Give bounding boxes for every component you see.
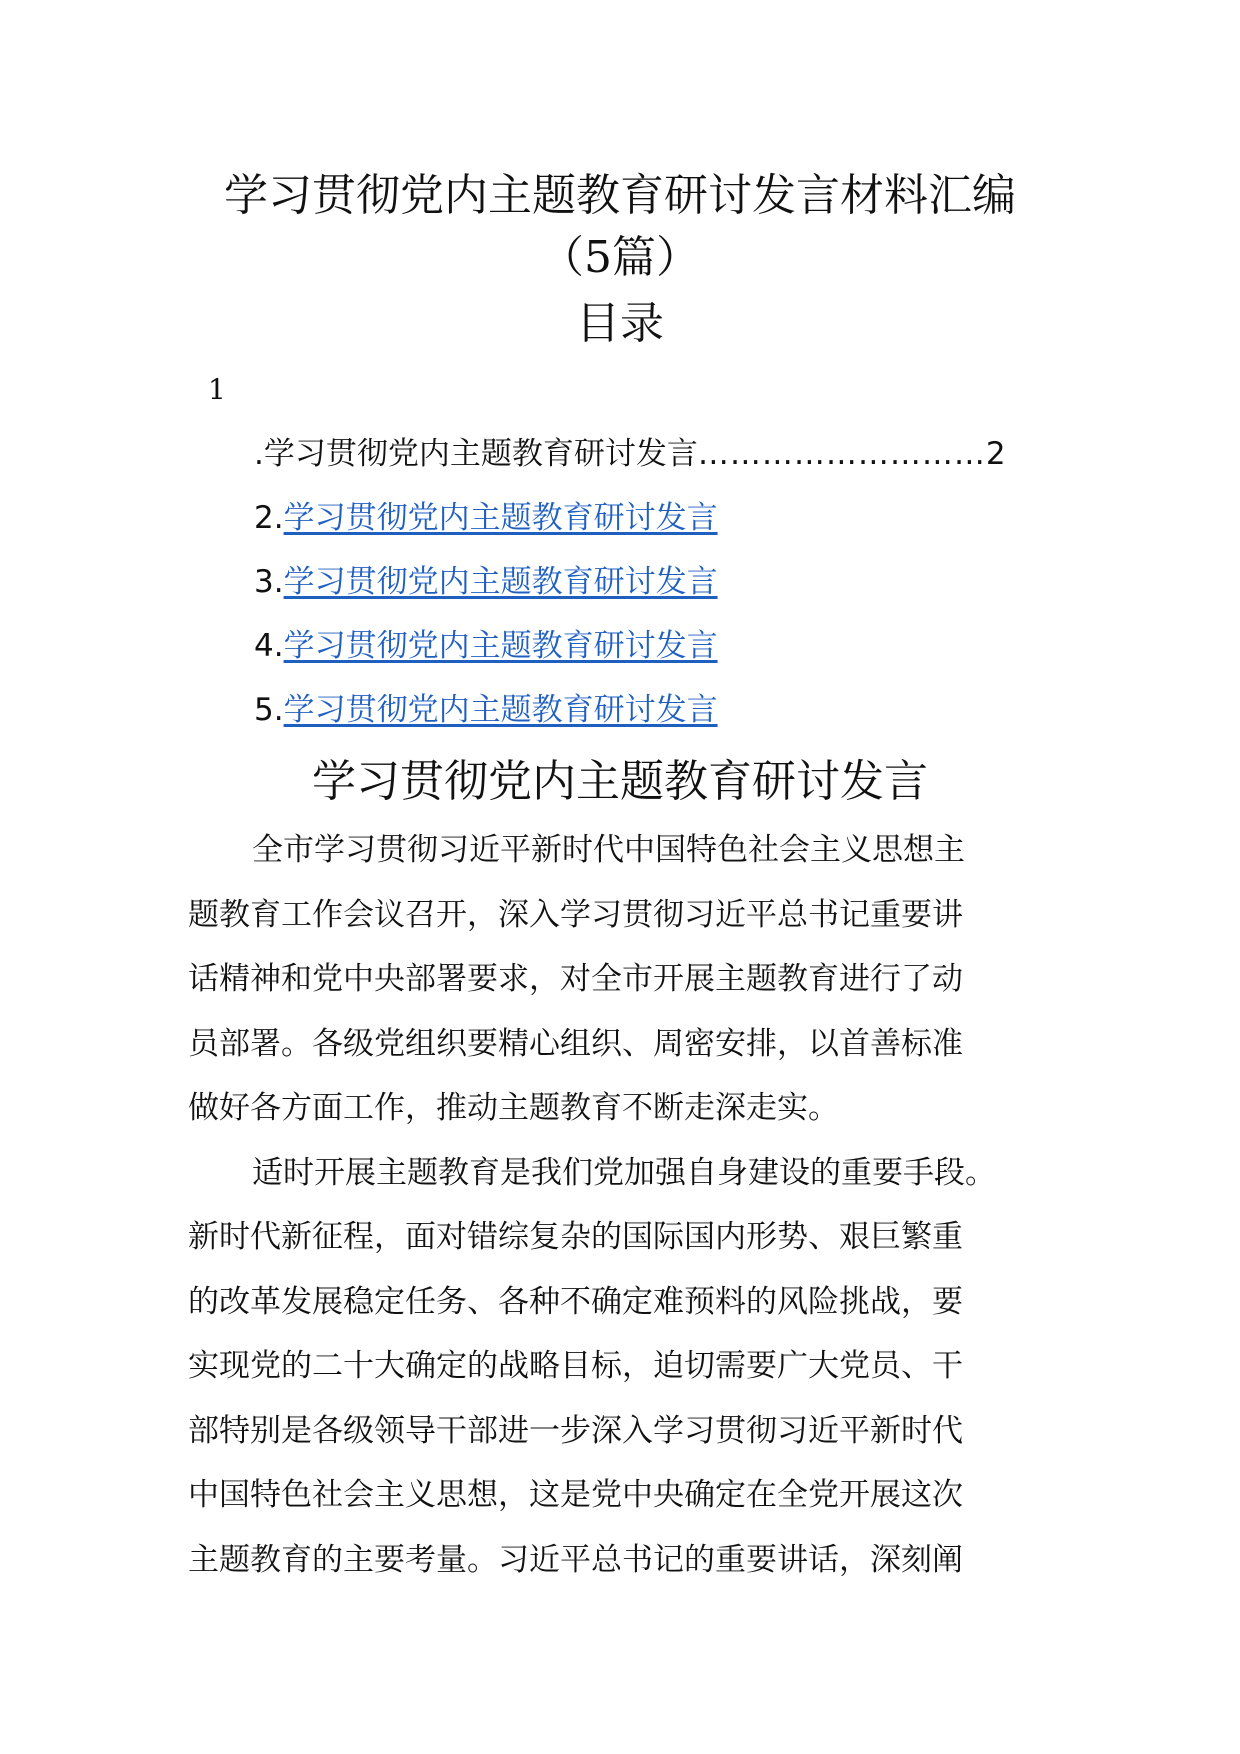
text-line: 实现党的二十大确定的战略目标，迫切需要广大党员、干 — [188, 1348, 963, 1384]
text-line: 的改革发展稳定任务、各种不确定难预料的风险挑战，要 — [188, 1283, 963, 1320]
text-line: 主题教育的主要考量。习近平总书记的重要讲话，深刻阐 — [188, 1541, 963, 1578]
toc-item-number: 2. — [254, 500, 284, 536]
text-line: 部特别是各级领导干部进一步深入学习贯彻习近平新时代 — [188, 1412, 963, 1449]
text-line: 新时代新征程，面对错综复杂的国际国内形势、艰巨繁重 — [188, 1219, 963, 1255]
toc-item-1[interactable] — [254, 430, 1054, 494]
toc-heading: 目录 — [576, 298, 664, 349]
text-line: 适时开展主题教育是我们党加强自身建设的重要手段。 — [252, 1154, 996, 1191]
toc-page-number: 2 — [985, 436, 1006, 472]
toc-item-5[interactable] — [254, 686, 1054, 750]
text-line: 话精神和党中央部署要求，对全市开展主题教育进行了动 — [188, 961, 963, 997]
toc-leader: ……………………… — [697, 436, 986, 472]
body-text — [188, 818, 1058, 1592]
toc-item-number: 5. — [254, 692, 284, 728]
paragraph-2 — [188, 1141, 1058, 1593]
toc-item-number: 3. — [254, 564, 284, 600]
text-line: 做好各方面工作，推动主题教育不断走深走实。 — [188, 1090, 839, 1126]
section-title: 学习贯彻党内主题教育研讨发言 — [312, 756, 928, 807]
toc-link[interactable]: 学习贯彻党内主题教育研讨发言 — [283, 500, 718, 536]
toc-item-number: 4. — [254, 628, 284, 664]
subtitle-open-paren: （ — [540, 232, 584, 283]
toc-top-number: 1 — [208, 373, 226, 406]
table-of-contents — [254, 430, 1054, 750]
subtitle-rest: 篇） — [612, 232, 700, 283]
toc-item-label: .学习贯彻党内主题教育研讨发言 — [254, 436, 698, 472]
document-subtitle — [0, 230, 1240, 286]
text-line: 题教育工作会议召开，深入学习贯彻习近平总书记重要讲 — [188, 896, 963, 933]
toc-item-3[interactable] — [254, 558, 1054, 622]
text-line: 全市学习贯彻习近平新时代中国特色社会主义思想主 — [252, 832, 965, 868]
document-title: 学习贯彻党内主题教育研讨发言材料汇编 — [224, 170, 1016, 221]
subtitle-count: 5 — [584, 232, 612, 283]
toc-link[interactable]: 学习贯彻党内主题教育研讨发言 — [283, 628, 718, 664]
toc-item-2[interactable] — [254, 494, 1054, 558]
toc-link[interactable]: 学习贯彻党内主题教育研讨发言 — [283, 564, 718, 600]
toc-item-4[interactable] — [254, 622, 1054, 686]
toc-link[interactable]: 学习贯彻党内主题教育研讨发言 — [283, 692, 718, 728]
text-line: 中国特色社会主义思想，这是党中央确定在全党开展这次 — [188, 1477, 963, 1513]
paragraph-1 — [188, 818, 1058, 1141]
text-line: 员部署。各级党组织要精心组织、周密安排，以首善标准 — [188, 1025, 963, 1062]
